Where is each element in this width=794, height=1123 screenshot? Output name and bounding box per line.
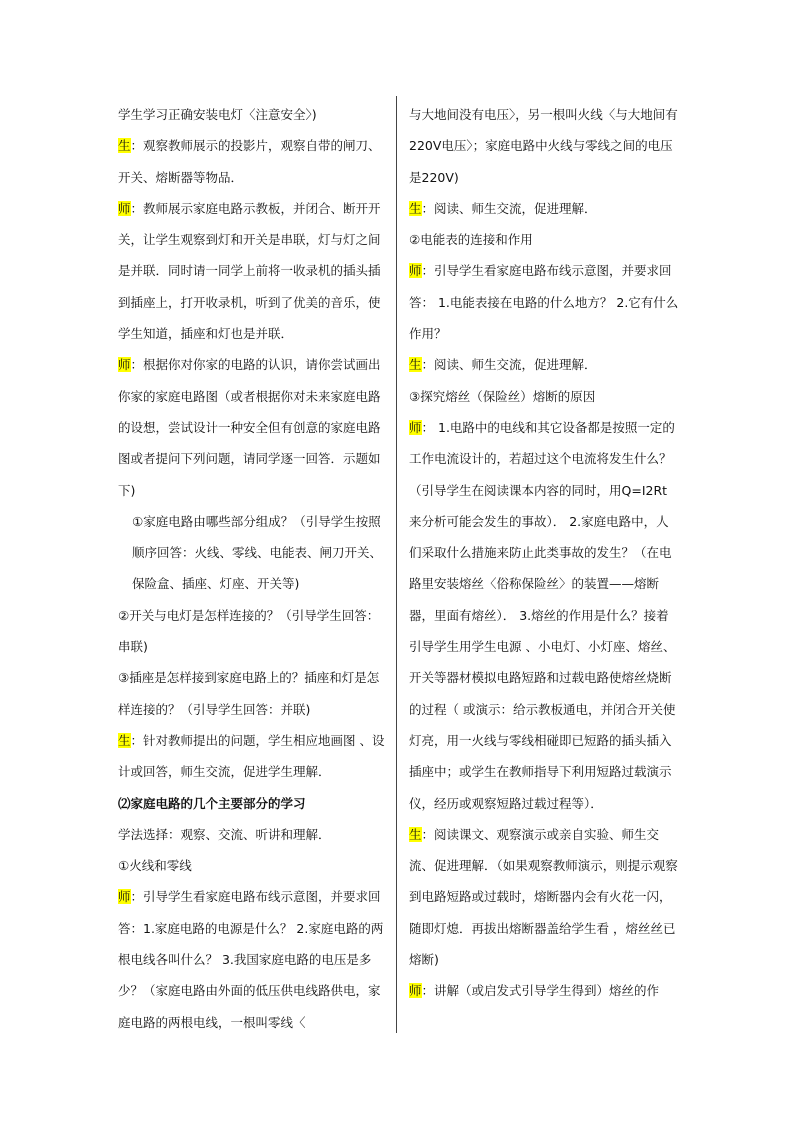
paragraph: [409, 975, 679, 1006]
paragraph: [118, 662, 390, 725]
paragraph-text: 学法选择：观察、交流、听讲和理解．: [118, 826, 331, 842]
speaker-tag: 师: [118, 357, 131, 373]
paragraph-text: ：阅读、师生交流，促进理解．: [421, 200, 597, 216]
speaker-tag: 师: [118, 889, 131, 905]
paragraph-text: ：引导学生看家庭电路布线示意图，并要求回答： 1.电能表接在电路的什么地方？ 2.它有什么作用？: [409, 263, 679, 342]
speaker-tag: 师: [409, 263, 422, 279]
paragraph-text: 学生学习正确安装电灯〈注意安全〉): [118, 107, 317, 122]
paragraph-text: ③探究熔丝（保险丝）熔断的原因: [409, 388, 596, 404]
paragraph-text: ： 1.电路中的电线和其它设备都是按照一定的工作电流设计的，若超过这个电流将发生什么？（引导学生在阅读课本内容的同时，用Q=I2Rt来分析可能会发生的事故）． 2.家庭电路中，人们采取什么措施来防止此类事故的发生？（在电路里安装熔丝〈俗称保险丝〉的装置——熔断器，里面有熔丝）． 3.熔丝的作用是什么？接着引导学生用学生电源 、小电灯、小灯座、熔丝、开关等器材模拟电路短路和过载电路使熔丝烧断的过程（ 或演示：给示教板通电，并闭合开关使灯亮，用一火线与零线相碰即已短路的插头插入插座中；或学生在教师指导下利用短路过载演示仪，经历或观察短路过载过程等）．: [409, 419, 676, 811]
paragraph: [118, 349, 390, 505]
speaker-tag: 生: [409, 357, 422, 373]
paragraph-text: 与大地间没有电压〉，另一根叫火线〈与大地间有220V电压〉；家庭电路中火线与零线之间的电压是220V): [409, 107, 678, 185]
paragraph: [409, 819, 679, 975]
paragraph-text: ：阅读课文、观察演示或亲自实验、师生交流、促进理解．（如果观察教师演示，则提示观察到电路短路或过载时，熔断器内会有火花一闪，随即灯熄．再拔出熔断器盖给学生看 ，熔丝丝已熔断): [409, 826, 678, 968]
paragraph: [409, 381, 679, 412]
speaker-tag: 生: [118, 138, 131, 154]
paragraph-text: ①火线和零线: [118, 858, 192, 874]
paragraph: [118, 130, 390, 193]
paragraph: [118, 600, 390, 663]
speaker-tag: 生: [409, 200, 422, 216]
paragraph: [409, 224, 679, 255]
paragraph-text: ③插座是怎样接到家庭电路上的？插座和灯是怎样连接的？（引导学生回答：并联): [118, 670, 380, 717]
paragraph-text: ：观察教师展示的投影片，观察自带的闸刀、开关、熔断器等物品．: [118, 138, 381, 185]
paragraph-text: ：引导学生看家庭电路布线示意图，并要求回答：1.家庭电路的电源是什么？ 2.家庭电路的两根电线各叫什么？ 3.我国家庭电路的电压是多少？（家庭电路由外面的低压供电线路供电，家庭电路的两根电线，一根叫零线〈: [118, 889, 384, 1030]
paragraph: [118, 850, 390, 881]
speaker-tag: 师: [409, 419, 422, 435]
paragraph: [118, 99, 390, 130]
paragraph: [118, 725, 390, 788]
speaker-tag: 生: [409, 826, 422, 842]
left-column: [118, 99, 390, 1038]
paragraph-text: ：讲解（或启发式引导学生得到）熔丝的作: [421, 983, 660, 999]
paragraph: [409, 412, 679, 819]
paragraph: [118, 819, 390, 850]
paragraph-text: ⑵家庭电路的几个主要部分的学习: [118, 795, 306, 811]
paragraph-text: ②电能表的连接和作用: [409, 232, 533, 248]
paragraph: [409, 99, 679, 193]
paragraph-text: ：阅读、师生交流，促进理解．: [421, 357, 597, 373]
column-divider: [396, 96, 397, 1033]
paragraph-text: ①家庭电路由哪些部分组成？（引导学生按照顺序回答：火线、零线、电能表、闸刀开关、保险盒、插座、灯座、开关等): [132, 513, 383, 592]
paragraph: [409, 193, 679, 224]
right-column: [409, 99, 679, 1007]
paragraph-text: ②开关与电灯是怎样连接的？（引导学生回答：串联): [118, 607, 380, 655]
paragraph: [118, 506, 390, 600]
paragraph: [118, 788, 390, 819]
paragraph-text: ：根据你对你家的电路的认识，请你尝试画出你家的家庭电路图（或者根据你对未来家庭电路的设想，尝试设计一种安全但有创意的家庭电路图或者提问下列问题，请同学逐一回答．示题如下): [118, 357, 381, 498]
paragraph: [118, 193, 390, 349]
paragraph-text: ：针对教师提出的问题，学生相应地画图 、设计或回答，师生交流，促进学生理解．: [118, 732, 385, 780]
speaker-tag: 师: [409, 983, 422, 999]
paragraph: [409, 255, 679, 349]
speaker-tag: 师: [118, 200, 131, 216]
paragraph: [118, 881, 390, 1037]
paragraph: [409, 349, 679, 380]
paragraph-text: ：教师展示家庭电路示教板，并闭合、断开开关，让学生观察到灯和开关是串联，灯与灯之间是并联．同时请一同学上前将一收录机的插头插到插座上，打开收录机，听到了优美的音乐，使学生知道，插座和灯也是并联．: [118, 200, 381, 342]
speaker-tag: 生: [118, 732, 131, 748]
